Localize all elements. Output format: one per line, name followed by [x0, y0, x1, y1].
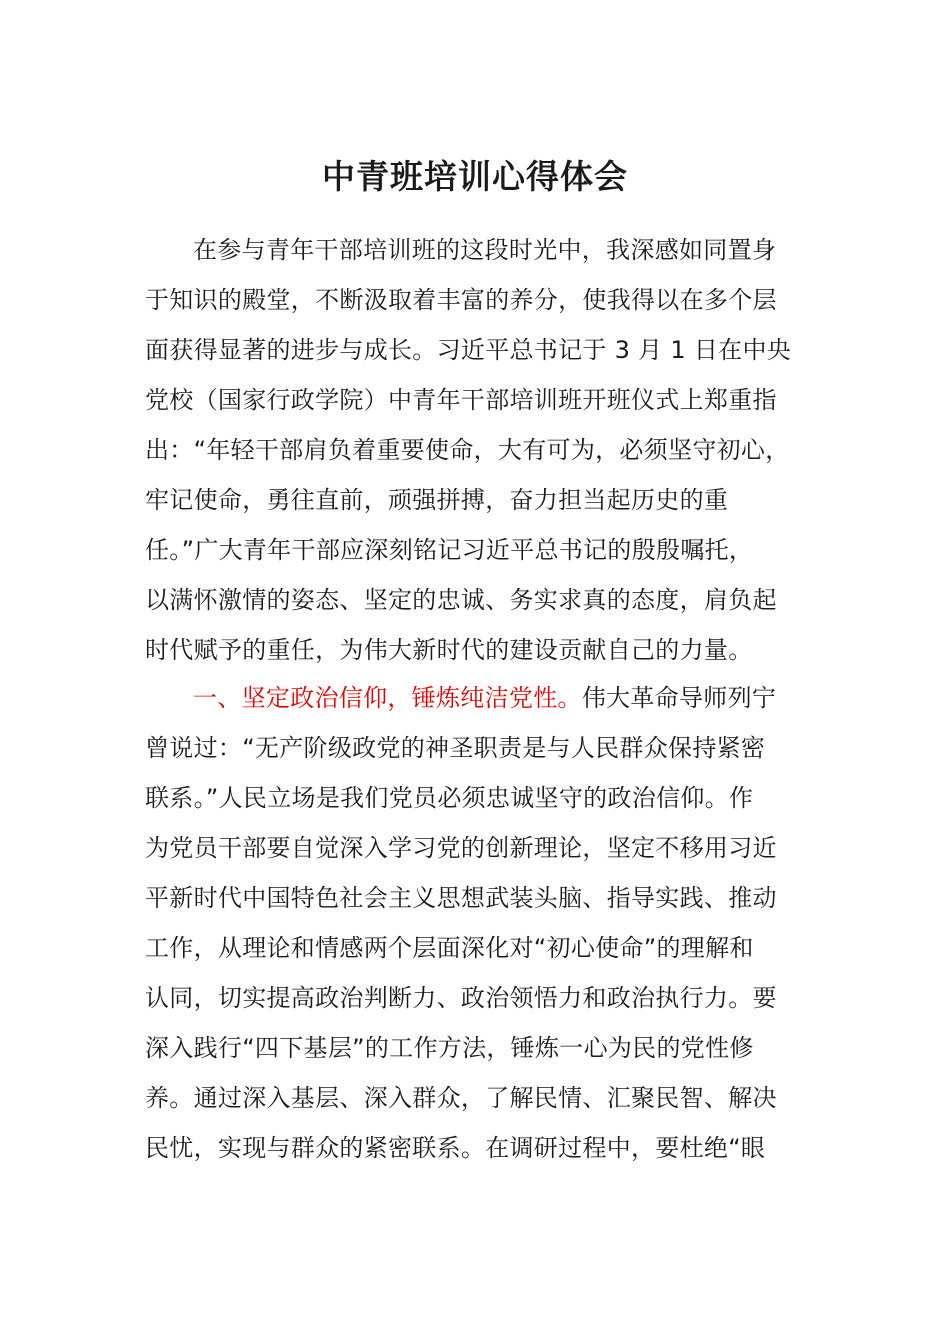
text-line: 曾说过：“无产阶级政党的神圣职责是与人民群众保持紧密 [145, 734, 766, 762]
text-line: 以满怀激情的姿态、坚定的忠诚、务实求真的态度，肩负起 [145, 586, 777, 614]
text-line: 认同，切实提高政治判断力、政治领悟力和政治执行力。要 [145, 984, 777, 1012]
section-first-line-text: 伟大革命导师列宁 [581, 684, 777, 712]
text-line: 联系。”人民立场是我们党员必须忠诚坚守的政治信仰。作 [145, 784, 754, 812]
text-line: 养。通过深入基层、深入群众，了解民情、汇聚民智、解决 [145, 1084, 777, 1112]
text-line: 任。”广大青年干部应深刻铭记习近平总书记的殷殷嘱托， [145, 536, 754, 564]
text-line: 深入践行“四下基层”的工作方法，锤炼一心为民的党性修 [145, 1034, 754, 1062]
text-line: 在参与青年干部培训班的这段时光中，我深感如同置身 [193, 236, 777, 264]
text-line: 平新时代中国特色社会主义思想武装头脑、指导实践、推动 [145, 884, 777, 912]
text-line: 民忧，实现与群众的紧密联系。在调研过程中，要杜绝“眼 [145, 1134, 766, 1162]
text-line: 出：“年轻干部肩负着重要使命，大有可为，必须坚守初心， [145, 436, 790, 464]
text-line: 工作，从理论和情感两个层面深化对“初心使命”的理解和 [145, 934, 754, 962]
text-line: 时代赋予的重任，为伟大新时代的建设贡献自己的力量。 [145, 636, 753, 664]
text-line: 面获得显著的进步与成长。习近平总书记于 3 月 1 日在中央 [145, 336, 792, 364]
section-heading: 一、坚定政治信仰，锤炼纯洁党性。 [193, 684, 582, 712]
section-first-line [193, 673, 776, 723]
document-title: 中青班培训心得体会 [322, 157, 628, 196]
text-line: 牢记使命，勇往直前，顽强拼搏，奋力担当起历史的重 [145, 486, 729, 514]
text-line: 于知识的殿堂，不断汲取着丰富的养分，使我得以在多个层 [145, 286, 777, 314]
text-line: 党校（国家行政学院）中青年干部培训班开班仪式上郑重指 [145, 386, 777, 414]
text-line: 为党员干部要自觉深入学习党的创新理论，坚定不移用习近 [145, 834, 777, 862]
